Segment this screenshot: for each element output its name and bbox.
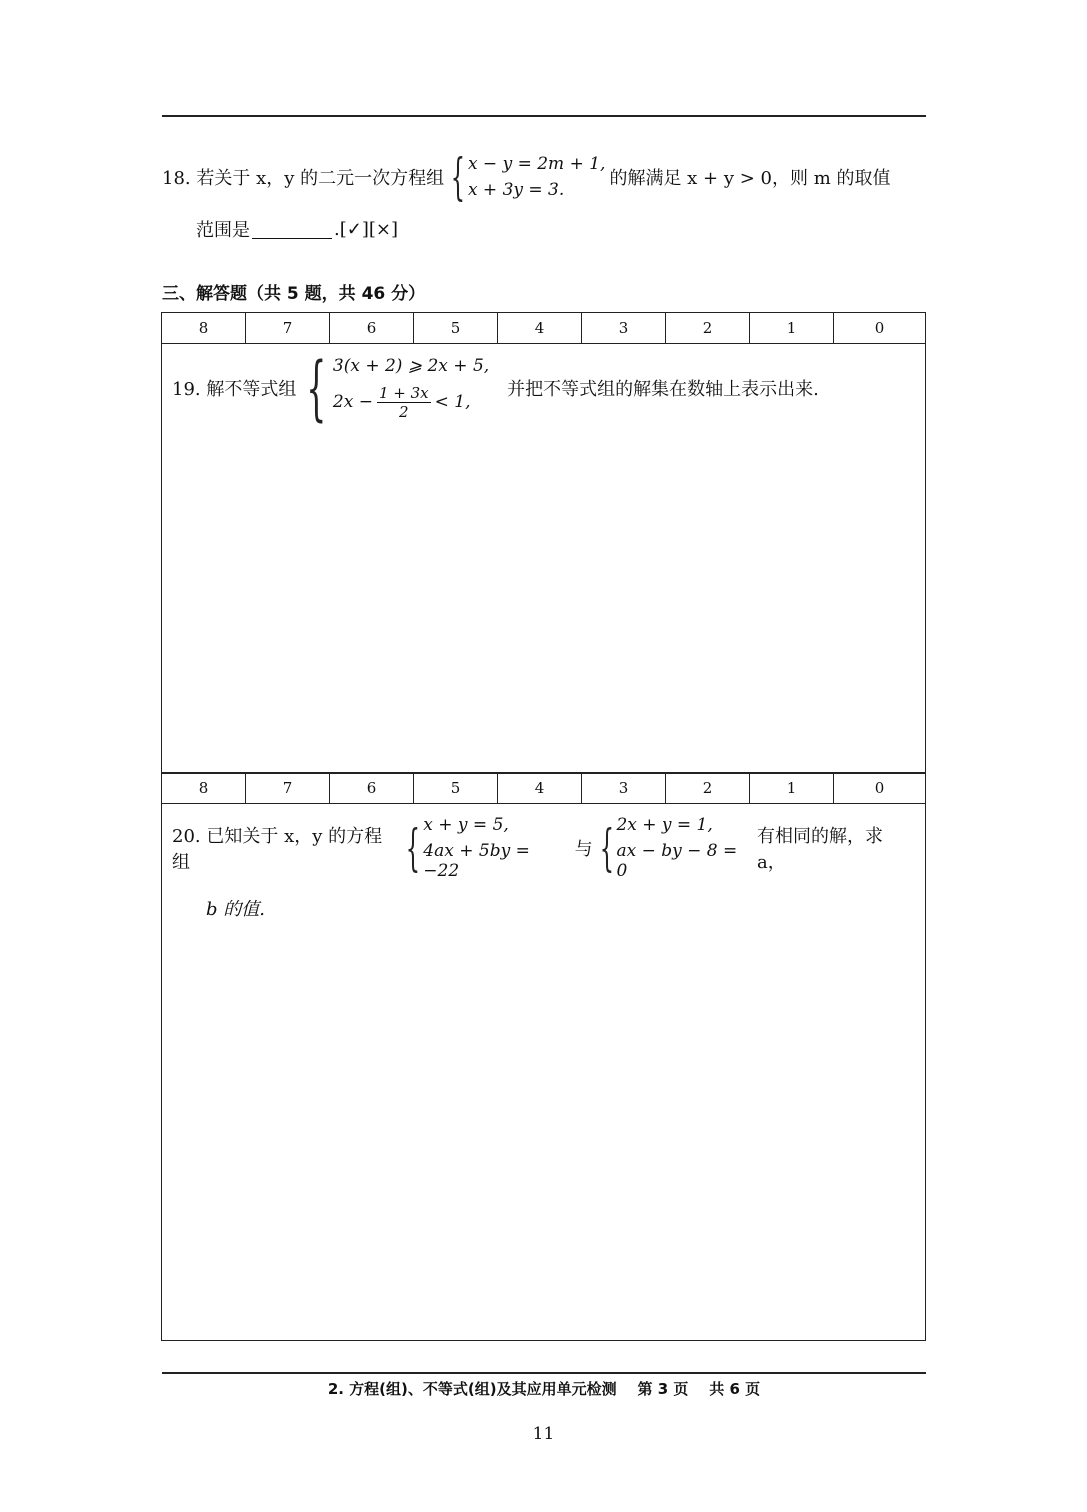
q20-sys2-eq1: 2x + y = 1, xyxy=(616,815,713,835)
score-cell[interactable]: 8 xyxy=(162,773,246,803)
question-18 xyxy=(162,148,926,242)
score-row xyxy=(162,313,925,344)
score-cell[interactable]: 5 xyxy=(414,313,498,343)
q20-suffix: 有相同的解，求 a， xyxy=(756,826,883,873)
q18-equation-system: { x − y = 2m + 1, x + 3y = 3. xyxy=(450,148,606,206)
score-cell[interactable]: 3 xyxy=(582,313,666,343)
score-cell[interactable]: 2 xyxy=(666,313,750,343)
q18-eq1: x − y = 2m + 1, xyxy=(467,154,606,174)
q20-sys1-eq1: x + y = 5, xyxy=(423,815,509,835)
score-cell[interactable]: 3 xyxy=(582,773,666,803)
score-cell[interactable]: 4 xyxy=(498,313,582,343)
q19-eq1: 3(x + 2) ⩾ 2x + 5, xyxy=(332,355,490,376)
q18-suffix: 的解满足 x + y > 0，则 m 的取值 xyxy=(609,168,891,189)
score-cell[interactable]: 2 xyxy=(666,773,750,803)
q20-sys1-eq2: 4ax + 5by = −22 xyxy=(423,841,530,881)
score-row xyxy=(162,773,925,804)
q20-answer-box xyxy=(161,772,926,1341)
q19-suffix: 并把不等式组的解集在数轴上表示出来. xyxy=(507,379,819,400)
score-cell[interactable]: 6 xyxy=(330,773,414,803)
q20-line2: b 的值. xyxy=(206,899,265,920)
q18-prefix: 18. 若关于 x，y 的二元一次方程组 xyxy=(162,168,445,189)
q18-line2-prefix: 范围是 xyxy=(196,220,250,241)
score-cell[interactable]: 0 xyxy=(874,779,885,797)
q19-inequality-system: { 3(x + 2) ⩾ 2x + 5, 2x − $\frac{1 + 3x}{2}$ < 1, xyxy=(306,347,490,429)
q20-system-2: { 2x + y = 1, ax − by − 8 = 0 xyxy=(597,815,753,881)
question-19 xyxy=(172,347,819,429)
q19-answer-box xyxy=(161,312,926,774)
q20-system-1: { x + y = 5, 4ax + 5by = −22 xyxy=(403,815,570,881)
q18-line2-suffix: .[✓][×] xyxy=(334,218,398,240)
fraction-numerator: 1 + 3x xyxy=(378,383,429,402)
question-20 xyxy=(172,815,917,921)
score-cell[interactable]: 7 xyxy=(246,773,330,803)
answer-blank[interactable] xyxy=(252,220,332,239)
score-cell[interactable]: 5 xyxy=(414,773,498,803)
score-cell[interactable]: 7 xyxy=(246,313,330,343)
top-rule xyxy=(162,115,926,117)
score-cell[interactable]: 4 xyxy=(498,773,582,803)
page-number: 11 xyxy=(532,1424,555,1444)
q20-sys2-eq2: ax − by − 8 = 0 xyxy=(616,841,738,881)
q19-eq2-b: < 1, xyxy=(434,392,471,412)
q20-mid: 与 xyxy=(574,839,593,860)
q19-prefix: 19. 解不等式组 xyxy=(172,379,297,400)
score-cell[interactable]: 1 xyxy=(750,773,834,803)
q19-fraction xyxy=(377,384,431,421)
q18-eq2: x + 3y = 3. xyxy=(467,180,565,200)
section-title: 三、解答题（共 5 题，共 46 分） xyxy=(162,284,426,304)
bottom-rule xyxy=(162,1372,926,1374)
q19-eq2-a: 2x − xyxy=(332,392,373,412)
score-cell[interactable]: 8 xyxy=(162,313,246,343)
fraction-denominator: 2 xyxy=(399,402,409,421)
page-footer: 2. 方程(组)、不等式(组)及其应用单元检测 第 3 页 共 6 页 xyxy=(327,1380,761,1398)
score-cell[interactable]: 6 xyxy=(330,313,414,343)
score-cell[interactable]: 0 xyxy=(874,319,885,337)
score-cell[interactable]: 1 xyxy=(750,313,834,343)
q20-prefix: 20. 已知关于 x，y 的方程组 xyxy=(172,826,383,873)
